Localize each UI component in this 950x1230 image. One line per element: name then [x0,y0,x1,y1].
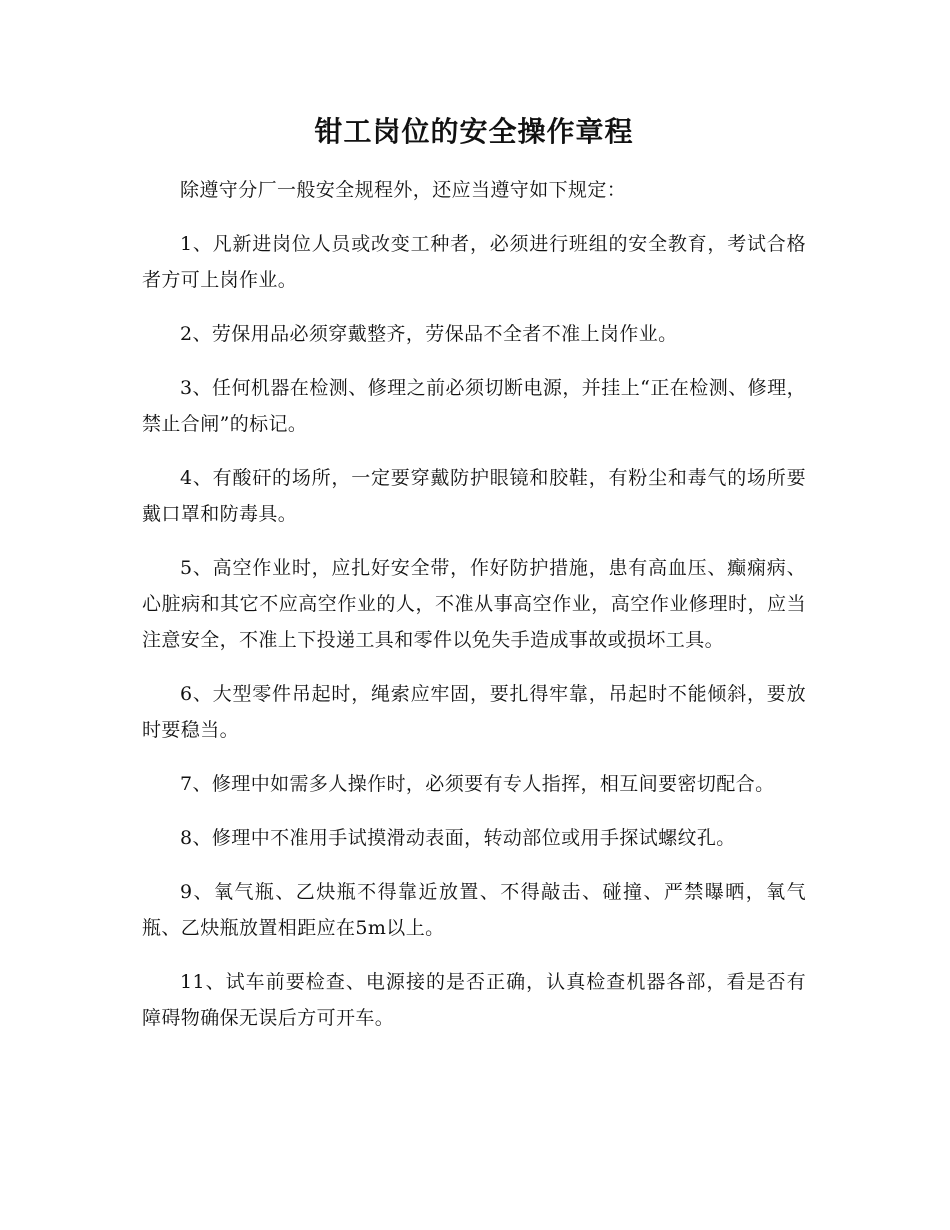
document-title: 钳工岗位的安全操作章程 [314,115,634,148]
rule-paragraph-7: 7、修理中如需多人操作时，必须要有专人指挥，相互间要密切配合。 [180,773,775,795]
rule-paragraph-8: 8、修理中不准用手试摸滑动表面，转动部位或用手探试螺纹孔。 [180,827,736,849]
document-body [142,112,806,1054]
rule-paragraph-9: 9、氧气瓶、乙炔瓶不得靠近放置、不得敲击、碰撞、严禁曝晒，氧气瓶、乙炔瓶放置相距应在5m以上。 [142,881,806,939]
intro-paragraph: 除遵守分厂一般安全规程外，还应当遵守如下规定： [180,179,627,201]
rule-paragraph-2: 2、劳保用品必须穿戴整齐，劳保品不全者不准上岗作业。 [180,323,678,345]
rule-paragraph-5: 5、高空作业时，应扎好安全带，作好防护措施，患有高血压、癫痫病、心脏病和其它不应高空作业的人，不准从事高空作业，高空作业修理时，应当注意安全，不准上下投递工具和零件以免失手造成事故或损坏工具。 [142,557,806,651]
rule-paragraph-11: 11、试车前要检查、电源接的是否正确，认真检查机器各部，看是否有障碍物确保无误后方可开车。 [142,971,806,1029]
rule-paragraph-6: 6、大型零件吊起时，绳索应牢固，要扎得牢靠，吊起时不能倾斜，要放时要稳当。 [142,683,806,741]
rule-paragraph-4: 4、有酸矸的场所，一定要穿戴防护眼镜和胶鞋，有粉尘和毒气的场所要戴口罩和防毒具。 [142,467,806,525]
rule-paragraph-1: 1、凡新进岗位人员或改变工种者，必须进行班组的安全教育，考试合格者方可上岗作业。 [142,233,806,291]
rule-paragraph-3: 3、任何机器在检测、修理之前必须切断电源，并挂上“正在检测、修理，禁止合闸”的标记。 [142,377,806,435]
